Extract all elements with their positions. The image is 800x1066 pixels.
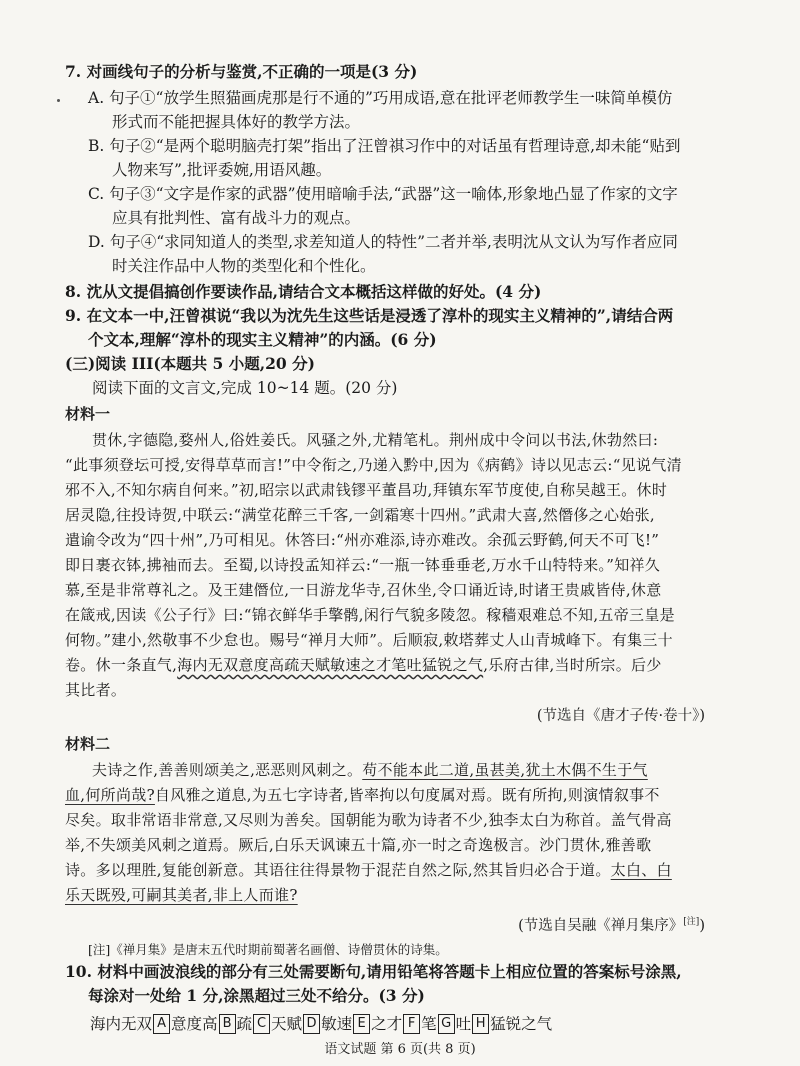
section3-title: (三)阅读 III(本题共 5 小题,20 分) [65, 354, 315, 373]
q10-segment: 天赋 [271, 1015, 303, 1033]
material1-line-8: 在箴戒,因读《公子行》曰:“锦衣鲜华手擎鹘,闲行气貌多陵忽。稼穑艰难总不知,五帝三皇是 [65, 606, 675, 624]
material2-line-4: 举,不失颂美风刺之道焉。厥后,白乐天讽谏五十篇,亦一时之奇逸极言。沙门贯休,雅善歌 [65, 836, 652, 854]
q10-stem: 10. 材料中画波浪线的部分有三处需要断句,请用铅笔将答题卡上相应位置的答案标号涂黑, [65, 962, 682, 981]
material1-line-1: 贯休,字德隐,婺州人,俗姓姜氏。风骚之外,尤精笔札。荆州成中令问以书法,休勃然曰: [92, 431, 659, 449]
q7-option-b: B. 句子②“是两个聪明脑壳打架”指出了汪曾祺习作中的对话虽有哲理诗意,却未能“贴到 [88, 137, 681, 155]
material2-line-1 [92, 760, 648, 780]
material2-line-3: 尽矣。取非常语非常意,又尽则为善矣。国朝能为歌为诗者不少,独李太白为称首。盖气骨高 [65, 811, 672, 829]
q7-option-d: D. 句子④“求同知道人的类型,求差知道人的特性”二者并举,表明沈从文认为写作者应同 [88, 233, 678, 251]
q10-segment: 吐 [455, 1015, 472, 1033]
q10-segment: 意度高 [171, 1015, 218, 1033]
q10-option-box-b[interactable]: B [219, 1014, 236, 1034]
q7-stem: 7. 对画线句子的分析与鉴赏,不正确的一项是(3 分) [65, 62, 418, 81]
q10-segment: 猛锐之气 [490, 1015, 553, 1033]
q10-stem-cont: 每涂对一处给 1 分,涂黑超过三处不给分。(3 分) [88, 986, 425, 1005]
q7-option-a-cont: 形式而不能把握具体好的教学方法。 [112, 113, 361, 131]
material2-line-2-post: 自风雅之道息,为五七字诗者,皆率拘以句度属对焉。既有所拘,则演情叙事不 [154, 786, 660, 804]
material2-source-close: ) [699, 917, 705, 934]
material2-line-5-pre: 诗。多以理胜,复能创新意。其语往往得景物于混茫自然之际,然其旨归必合于道。 [65, 861, 611, 879]
material1-line-11: 其比者。 [65, 681, 127, 699]
material1-line-10 [65, 655, 662, 675]
q10-segment: 海内无双 [90, 1015, 153, 1033]
q10-option-box-d[interactable]: D [303, 1014, 320, 1034]
material1-line-9: 何物。”建小,然敬事不少怠也。赐号“禅月大师”。后顺寂,敕塔葬丈人山青城峰下。有集三十 [65, 631, 673, 649]
material1-heading: 材料一 [65, 405, 111, 423]
material1-line-10-pre: 卷。休一条直气, [65, 656, 178, 674]
material1-source: (节选自《唐才子传·卷十》) [536, 708, 705, 724]
q7-option-a: A. 句子①“放学生照猫画虎那是行不通的”巧用成语,意在批评老师教学生一味简单模仿 [88, 89, 673, 107]
wavy-underlined-passage: 海内无双意度高疏天赋敏速之才笔吐猛锐之气 [177, 656, 484, 674]
underlined-sentence-1-cont: 血,何所尚哉? [65, 786, 155, 804]
q7-option-d-cont: 时关注作品中人物的类型化和个性化。 [112, 257, 376, 275]
q10-segment: 疏 [236, 1015, 253, 1033]
q10-segment: 之才 [371, 1015, 403, 1033]
q10-punctuation-options [90, 1014, 552, 1034]
material2-source-text: (节选自吴融《禅月集序》 [518, 917, 684, 934]
material2-heading: 材料二 [65, 735, 111, 753]
material2-line-1-pre: 夫诗之作,善善则颂美之,恶恶则风刺之。 [92, 761, 363, 779]
q10-option-box-f[interactable]: F [403, 1014, 420, 1034]
underlined-sentence-1: 苟不能本此二道,虽甚美,犹土木偶不生于气 [362, 761, 648, 779]
q10-option-box-e[interactable]: E [353, 1014, 370, 1034]
material1-line-4: 居灵隐,往投诗贺,中联云:“满堂花醉三千客,一剑霜寒十四州。”武肃大喜,然僭侈之心始张, [65, 506, 655, 524]
material2-source [518, 912, 705, 936]
material2-line-2 [65, 785, 660, 805]
material1-line-7: 慕,至是非常尊礼之。及王建僭位,一日游龙华寺,召休坐,令口诵近诗,时诸王贵戚皆侍,休意 [65, 581, 662, 599]
q10-segment: 笔 [421, 1015, 437, 1033]
material1-line-5: 遣谕令改为“四十州”,乃可相见。休答曰:“州亦难添,诗亦难改。余孤云野鹤,何天不可飞!” [65, 531, 660, 549]
q7-option-c: C. 句子③“文字是作家的武器”使用暗喻手法,“武器”这一喻体,形象地凸显了作家的文字 [88, 185, 678, 203]
underlined-sentence-2: 太白、白 [610, 861, 672, 879]
q9-stem: 9. 在文本一中,汪曾祺说“我以为沈先生这些话是浸透了淳朴的现实主义精神的”,请结合两 [65, 306, 674, 325]
underlined-sentence-2-cont: 乐天既殁,可嗣其美者,非上人而谁? [65, 886, 298, 904]
source-note-mark: [注] [683, 917, 700, 927]
material1-line-10-post: ,乐府古律,当时所宗。后少 [483, 656, 662, 674]
page-footer: 语文试题 第 6 页(共 8 页) [324, 1042, 476, 1057]
footnote: [注]《禅月集》是唐末五代时期前蜀著名画僧、诗僧贯休的诗集。 [88, 942, 448, 957]
q8-stem: 8. 沈从文提倡搞创作要读作品,请结合文本概括这样做的好处。(4 分) [65, 282, 542, 301]
q10-option-box-g[interactable]: G [438, 1014, 455, 1034]
q10-option-box-h[interactable]: H [472, 1014, 489, 1034]
scan-speck [57, 99, 60, 102]
material1-line-2: “此事须登坛可授,安得草草而言!”中令衔之,乃递入黔中,因为《病鹤》诗以见志云:“见说气清 [65, 456, 682, 474]
section3-instruction: 阅读下面的文言文,完成 10~14 题。(20 分) [92, 379, 398, 397]
q10-option-box-c[interactable]: C [253, 1014, 270, 1034]
material1-line-3: 邪不入,不知尔病自何来。”初,昭宗以武肃钱镠平董昌功,拜镇东军节度使,自称吴越王。休时 [65, 481, 668, 499]
q10-segment: 敏速 [321, 1015, 353, 1033]
material2-line-6 [65, 885, 298, 905]
q7-option-c-cont: 应具有批判性、富有战斗力的观点。 [112, 209, 361, 227]
material1-line-6: 即日裹衣钵,拂袖而去。至蜀,以诗投孟知祥云:“一瓶一钵垂垂老,万水千山特特来。”知祥久 [65, 556, 661, 574]
material2-line-5 [65, 860, 672, 880]
q7-option-b-cont: 人物来写”,批评委婉,用语风趣。 [112, 161, 332, 179]
q9-stem-cont: 个文本,理解“淳朴的现实主义精神”的内涵。(6 分) [88, 330, 437, 349]
q10-option-box-a[interactable]: A [153, 1014, 170, 1034]
